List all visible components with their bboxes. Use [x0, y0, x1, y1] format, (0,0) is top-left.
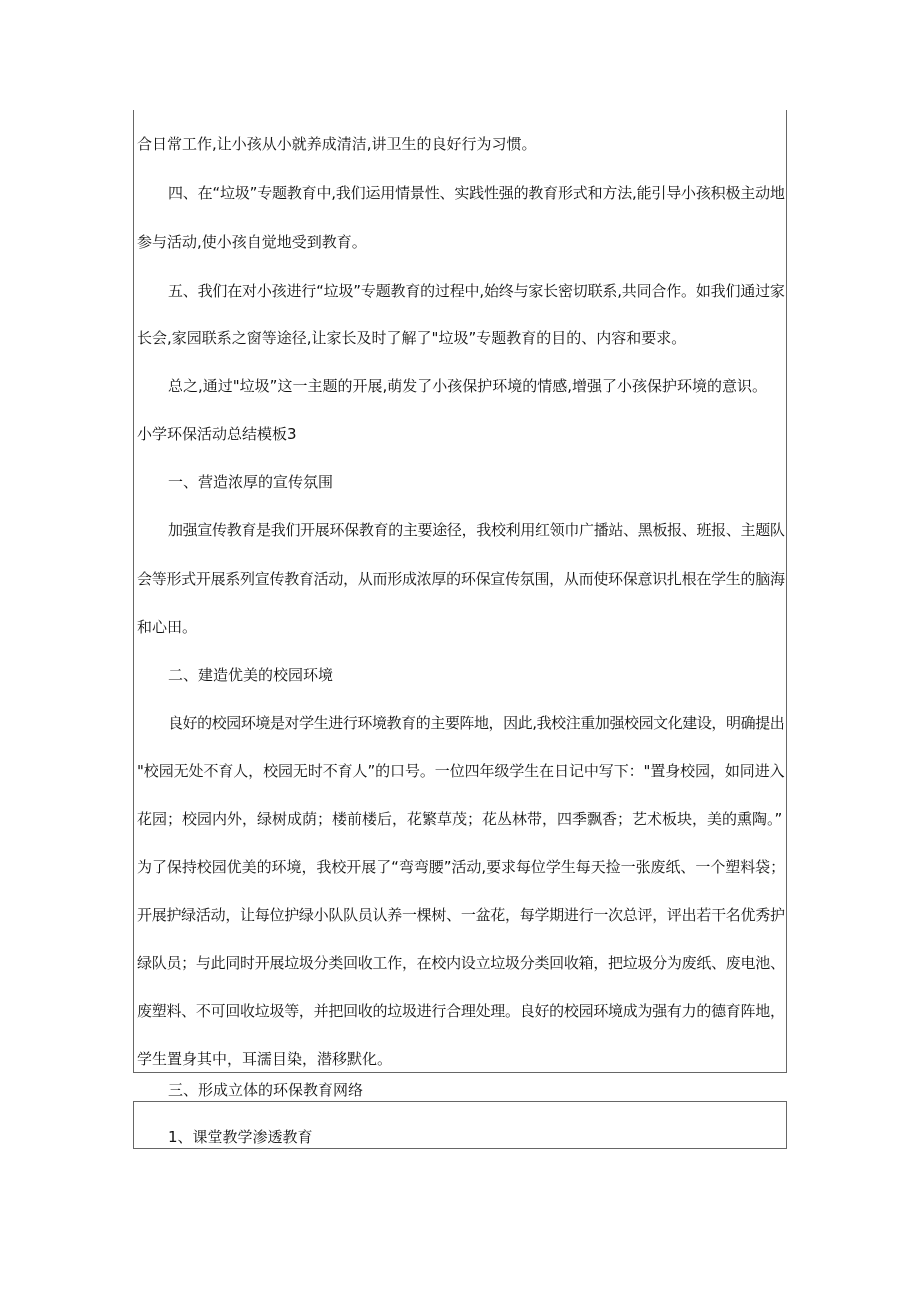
- text-line: 加强宣传教育是我们开展环保教育的主要途径，我校利用红领巾广播站、黑板报、班报、主题队: [168, 521, 785, 539]
- heading: 一、营造浓厚的宣传氛围: [168, 473, 334, 491]
- text-line: 合日常工作,让小孩从小就养成清洁,讲卫生的良好行为习惯。: [137, 135, 537, 153]
- text-line: "校园无处不育人，校园无时不育人”的口号。一位四年级学生在日记中写下："置身校园，如同进入: [137, 762, 785, 780]
- text-line: 和心田。: [137, 618, 198, 636]
- content-table-frame: [133, 110, 787, 1073]
- text-line: 长会,家园联系之窗等途径,让家长及时了解了"垃圾”专题教育的目的、内容和要求。: [137, 329, 687, 347]
- text-line: 会等形式开展系列宣传教育活动，从而形成浓厚的环保宣传氛围，从而使环保意识扎根在学生的脑海: [137, 570, 785, 588]
- heading: 二、建造优美的校园环境: [168, 666, 334, 684]
- text-line: 废塑料、不可回收垃圾等，并把回收的垃圾进行合理处理。良好的校园环境成为强有力的德育阵地，: [137, 1002, 785, 1020]
- text-line: 四、在“垃圾”专题教育中,我们运用情景性、实践性强的教育形式和方法,能引导小孩积极主动地: [168, 184, 785, 202]
- text-line: 绿队员；与此同时开展垃圾分类回收工作，在校内设立垃圾分类回收箱，把垃圾分为废纸、废电池、: [137, 954, 785, 972]
- text-line: 为了保持校园优美的环境，我校开展了“弯弯腰”活动,要求每位学生每天捡一张废纸、一个塑料袋；: [137, 858, 786, 876]
- text-line: 参与活动,使小孩自觉地受到教育。: [137, 233, 367, 251]
- text-line: 开展护绿活动，让每位护绿小队队员认养一棵树、一盆花，每学期进行一次总评，评出若干名优秀护: [137, 906, 785, 924]
- heading: 三、形成立体的环保教育网络: [168, 1081, 364, 1099]
- text-line: 良好的校园环境是对学生进行环境教育的主要阵地，因此,我校注重加强校园文化建设，明确提出: [168, 714, 785, 732]
- text-line: 学生置身其中，耳濡目染，潜移默化。: [137, 1050, 393, 1068]
- text-line: 总之,通过"垃圾”这一主题的开展,萌发了小孩保护环境的情感,增强了小孩保护环境的意识。: [168, 377, 767, 395]
- text-line: 五、我们在对小孩进行“垃圾”专题教育的过程中,始终与家长密切联系,共同合作。如我们通过家: [168, 282, 785, 300]
- section-title: 小学环保活动总结模板3: [137, 425, 297, 443]
- heading: 1、课堂教学渗透教育: [168, 1128, 313, 1146]
- text-line: 花园；校园内外，绿树成荫；楼前楼后，花繁草茂；花丛林带，四季飘香；艺术板块，美的熏陶。”: [137, 810, 783, 828]
